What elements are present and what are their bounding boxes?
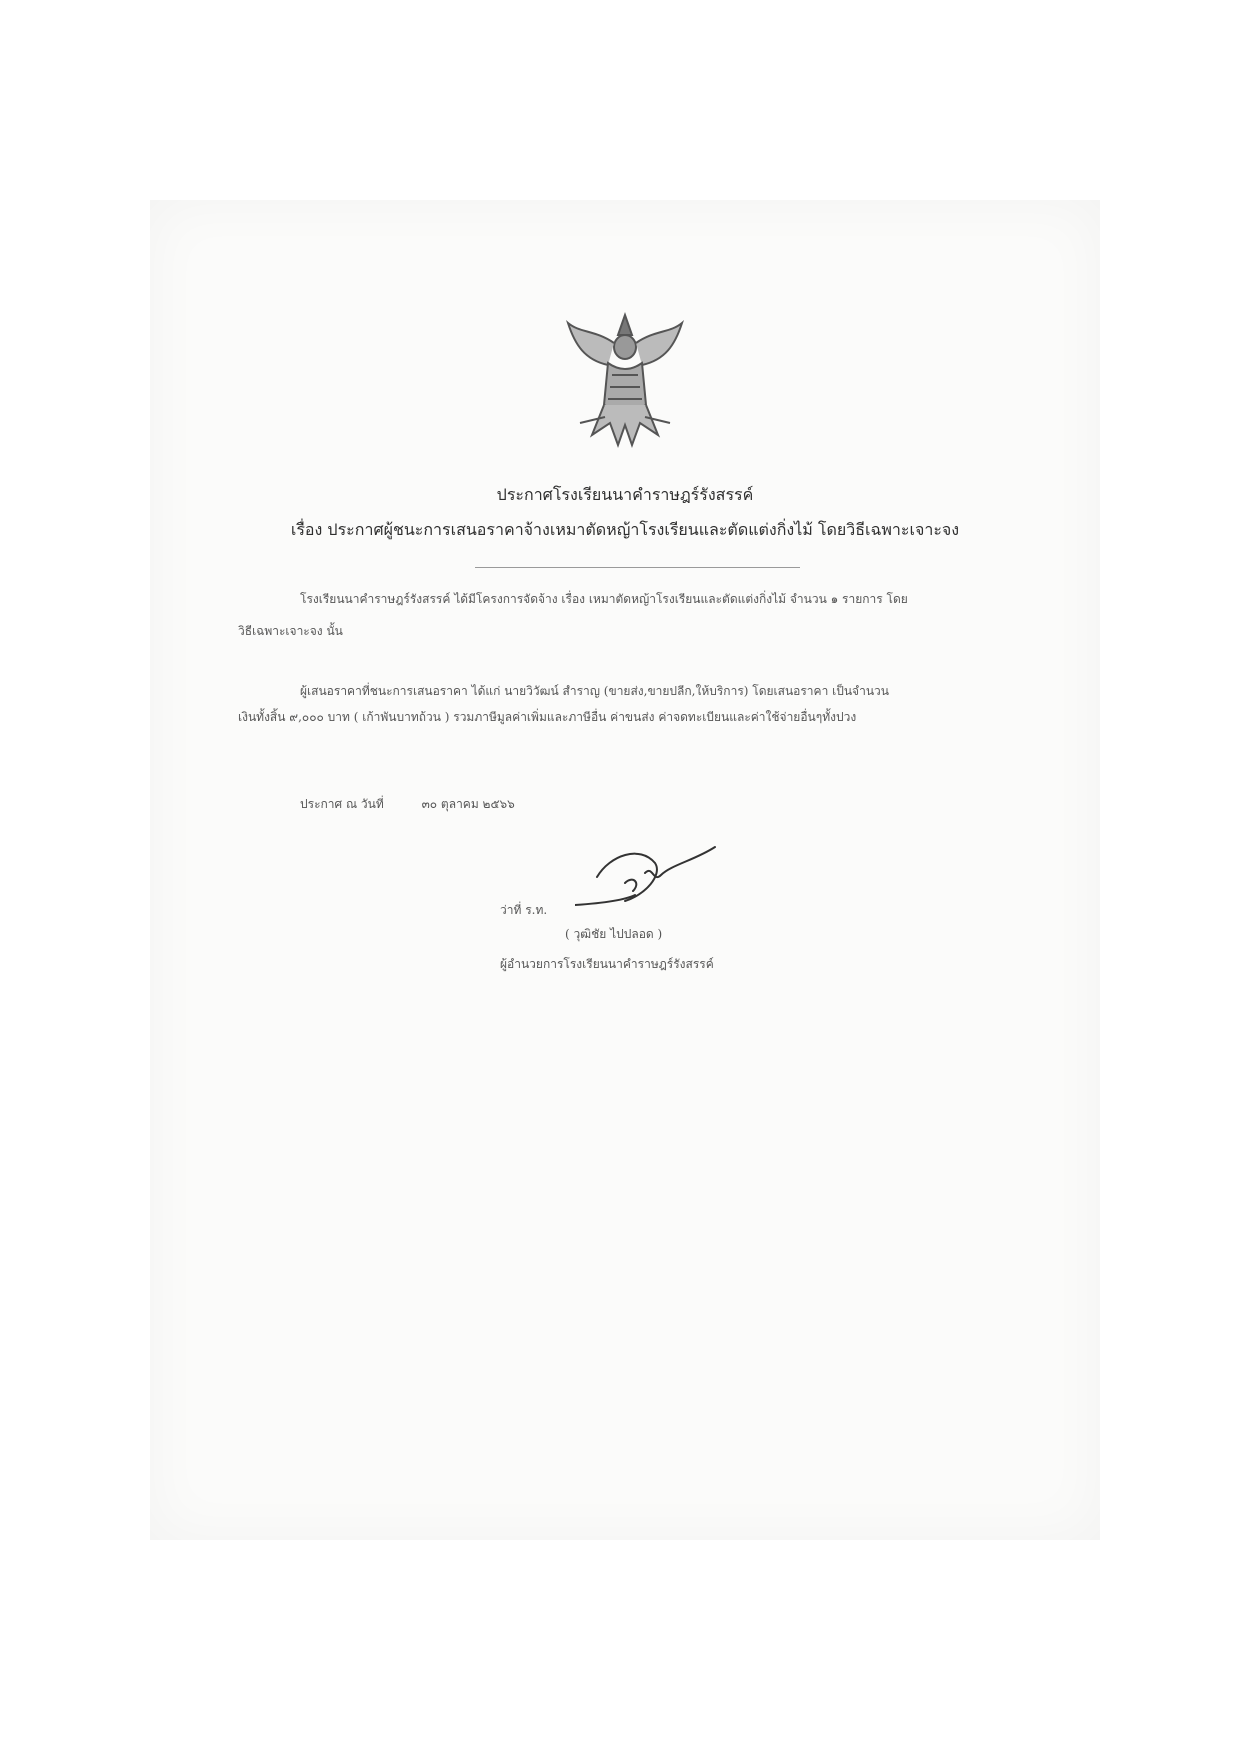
signatory-title: ผู้อำนวยการโรงเรียนนาคำราษฎร์รังสรรค์ — [500, 957, 714, 971]
paragraph-2-line-2: เงินทั้งสิ้น ๙,๐๐๐ บาท ( เก้าพันบาทถ้วน ) รวมภาษีมูลค่าเพิ่มและภาษีอื่น ค่าขนส่ง ค่าจดทะเบียนและค่าใช้จ่ายอื่นๆทั้งปวง — [238, 710, 857, 724]
title-divider — [475, 567, 800, 568]
paragraph-1-line-1: โรงเรียนนาคำราษฎร์รังสรรค์ ได้มีโครงการจัดจ้าง เรื่อง เหมาตัดหญ้าโรงเรียนและตัดแต่งกิ่งไม้ จำนวน ๑ รายการ โดย — [300, 592, 908, 606]
garuda-emblem-icon — [560, 305, 690, 455]
document-title: ประกาศโรงเรียนนาคำราษฎร์รังสรรค์ — [496, 485, 754, 504]
signatory-name: ( วุฒิชัย ไปปลอด ) — [565, 927, 663, 941]
signatory-rank: ว่าที่ ร.ท. — [500, 903, 548, 917]
announcement-date: ๓๐ ตุลาคม ๒๕๖๖ — [421, 797, 515, 811]
document-subject: เรื่อง ประกาศผู้ชนะการเสนอราคาจ้างเหมาตัดหญ้าโรงเรียนและตัดแต่งกิ่งไม้ โดยวิธีเฉพาะเจาะจง — [290, 520, 960, 539]
announcement-line — [300, 795, 515, 814]
paragraph-1-line-2: วิธีเฉพาะเจาะจง นั้น — [238, 624, 343, 638]
announcement-label: ประกาศ ณ วันที่ — [300, 797, 384, 811]
handwritten-signature — [575, 835, 725, 915]
paragraph-2-line-1: ผู้เสนอราคาที่ชนะการเสนอราคา ได้แก่ นายวิวัฒน์ สำราญ (ขายส่ง,ขายปลีก,ให้บริการ) โดยเสนอราคา เป็นจำนวน — [300, 684, 889, 698]
